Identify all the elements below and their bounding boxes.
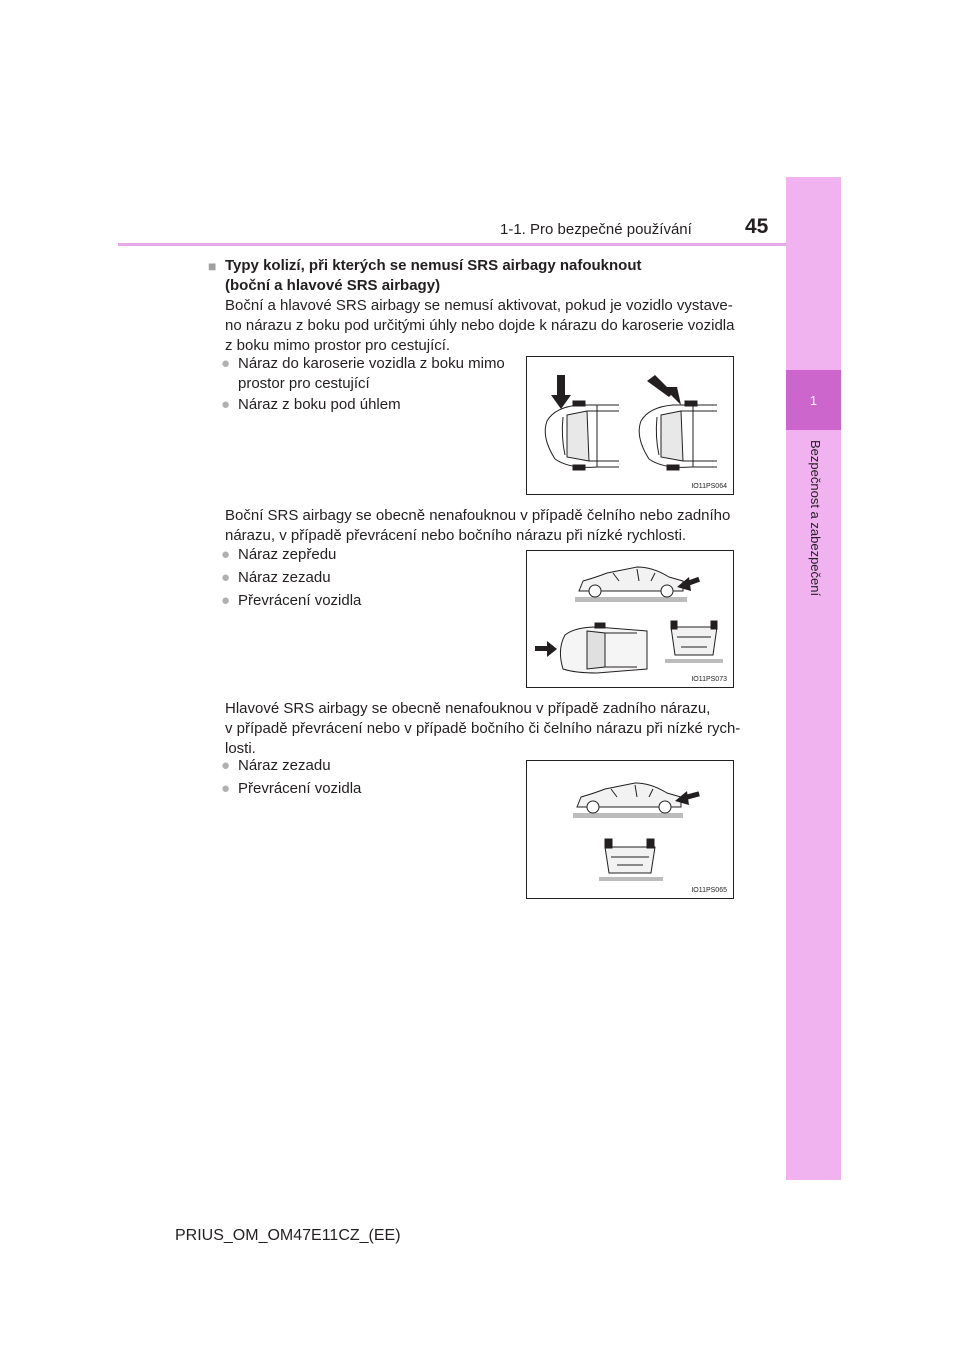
list-item-text: Náraz do karoserie vozidla z boku mimo prostor pro cestující [238,355,505,392]
document-code: PRIUS_OM_OM47E11CZ_(EE) [175,1227,401,1244]
list-item-text: Náraz zepředu [238,546,337,563]
car-top-icon [545,401,619,470]
figure-front-rear-rollover [526,550,734,688]
page-number: 45 [745,215,769,238]
list-item-text: Náraz z boku pod úhlem [238,396,401,413]
head-para-line: v případě převrácení nebo v případě bočního či čelního nárazu při nízké rych- [225,720,741,737]
intro-paragraph [225,296,743,356]
car-side-icon [573,783,683,818]
list-item-text: Převrácení vozidla [238,592,362,609]
chapter-label: Bezpečnost a zabezpečení [808,440,823,597]
bullet-dot-icon: ● [221,546,231,563]
header-rule [118,243,786,246]
figure-rear-rollover [526,760,734,899]
rollover-car-icon [599,839,663,881]
figure-code: IO11PS073 [691,676,727,683]
figure-code: IO11PS065 [691,887,727,894]
bullet-dot-icon: ● [221,569,231,586]
car-top-icon [560,623,647,673]
list-item [221,591,508,611]
head-airbag-paragraph [225,699,743,759]
collision-types-illustration [527,761,733,898]
list-item [221,568,508,588]
rollover-car-icon [665,621,723,663]
side-airbag-paragraph [225,506,743,546]
list-item [221,354,518,394]
car-top-icon [639,401,717,470]
impact-arrow-icon [647,375,681,405]
list-item [221,395,518,415]
section-title-line2: (boční a hlavové SRS airbagy) [225,277,441,294]
list-item-text: Náraz zezadu [238,757,331,774]
impact-arrow-icon [535,641,557,657]
bullet-dot-icon: ● [221,396,231,413]
list-item [221,779,508,799]
bullet-dot-icon: ● [221,780,231,797]
intro-line: Boční a hlavové SRS airbagy se nemusí aktivovat, pokud je vozidlo vystave- [225,297,733,314]
head-para-line: losti. [225,740,256,757]
head-para-line: Hlavové SRS airbagy se obecně nenafouknou v případě zadního nárazu, [225,700,711,717]
intro-line: z boku mimo prostor pro cestující. [225,337,451,354]
car-top-view-illustration [527,357,733,494]
impact-arrow-icon [551,375,571,409]
list-item [221,756,508,776]
side-para-line: nárazu, v případě převrácení nebo bočního nárazu při nízké rychlosti. [225,527,687,544]
chapter-number: 1 [809,393,818,408]
section-title-line1: Typy kolizí, při kterých se nemusí SRS airbagy nafouknout [225,257,642,274]
collision-types-illustration [527,551,733,687]
bullet-dot-icon: ● [221,757,231,774]
list-item-text: Náraz zezadu [238,569,331,586]
list-item [221,545,508,565]
figure-code: IO11PS064 [691,483,727,490]
chapter-side-strip [786,177,841,1180]
figure-side-impact [526,356,734,495]
section-heading: 1-1. Pro bezpečné používání [500,221,692,238]
square-bullet-icon: ■ [208,258,217,274]
section-title [208,256,765,296]
list-item-text: Převrácení vozidla [238,780,362,797]
car-side-icon [575,567,687,602]
side-para-line: Boční SRS airbagy se obecně nenafouknou v případě čelního nebo zadního [225,507,731,524]
bullet-dot-icon: ● [221,592,231,609]
intro-line: no nárazu z boku pod určitými úhly nebo dojde k nárazu do karoserie vozidla [225,317,735,334]
bullet-dot-icon: ● [221,355,231,372]
